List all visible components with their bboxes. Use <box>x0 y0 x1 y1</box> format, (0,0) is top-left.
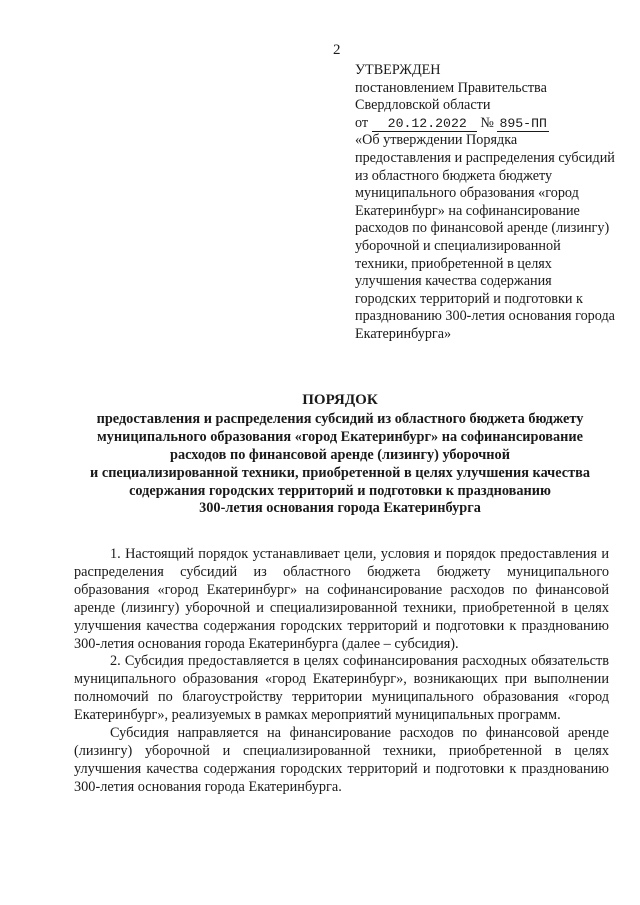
approval-date-line <box>355 115 615 133</box>
document-subtitle-line: и специализированной техники, приобретенной в целях улучшения качества <box>90 464 590 481</box>
document-subtitle-line: содержания городских территорий и подготовки к празднованию <box>129 482 551 499</box>
paragraph-1: 1. Настоящий порядок устанавливает цели, условия и порядок предоставления и распределения субсидий из областного бюджета бюджету муниципального образования «город Екатеринбург» на софинансирование расходов по финансовой аренде (лизингу) уборочной и специализированной техники, приобретенной в целях улучшения качества содержания городских территорий и подготовки к празднованию 300-летия основания города Екатеринбурга (далее – субсидия). <box>74 546 609 652</box>
page-number: 2 <box>333 42 341 58</box>
approval-heading: УТВЕРЖДЕН <box>355 62 441 78</box>
approval-line-2: Свердловской области <box>355 97 491 114</box>
approval-number-label: № <box>480 114 494 131</box>
approval-stamp <box>355 62 615 344</box>
approval-from-label: от <box>355 114 369 131</box>
document-subtitle-line: муниципального образования «город Екатеринбург» на софинансирование <box>97 428 583 445</box>
document-subtitle-line: расходов по финансовой аренде (лизингу) уборочной <box>170 446 510 463</box>
document-title-block <box>50 392 630 518</box>
approval-number: 895-ПП <box>499 115 547 131</box>
paragraph-2: 2. Субсидия предоставляется в целях софинансирования расходных обязательств муниципального образования «город Екатеринбург», возникающих при выполнении полномочий по благоустройству территории муниципального образования «город Екатеринбург», реализуемых в рамках мероприятий муниципальных программ. <box>74 653 609 724</box>
document-subtitle-line: предоставления и распределения субсидий из областного бюджета бюджету <box>96 410 584 427</box>
document-subtitle-line: 300-летия основания города Екатеринбурга <box>199 500 481 517</box>
approval-date: 20.12.2022 <box>372 116 477 132</box>
approval-line-1: постановлением Правительства <box>355 79 547 96</box>
paragraph-3: Субсидия направляется на финансирование расходов по финансовой аренде (лизингу) уборочной и специализированной техники, приобретенной в целях улучшения качества содержания городских территорий и подготовки к празднованию 300-летия основания города Екатеринбурга. <box>74 725 609 795</box>
document-title: ПОРЯДОК <box>302 392 378 408</box>
approval-subject: «Об утверждении Порядка предоставления и распределения субсидий из областного бюджета бюджету муниципального образования «город Екатеринбург» на софинансирование расходов по финансовой аренде (лизингу) уборочной и специализированной техники, приобретенной в целях улучшения качества содержания городских территорий и подготовки к празднованию 300-летия основания города Екатеринбурга» <box>355 132 615 342</box>
document-body <box>74 546 609 797</box>
